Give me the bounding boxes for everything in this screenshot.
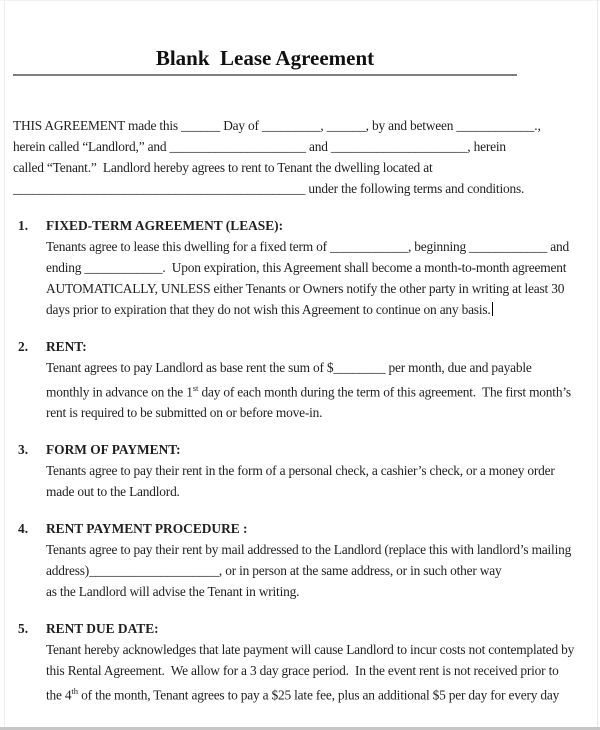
paragraph-line: Tenants agree to lease this dwelling for a fixed term of ____________, beginning ____________ and — [46, 239, 569, 254]
paragraph-line: address)____________________, or in person at the same address, or in such other way — [46, 563, 502, 579]
section-rent-payment-procedure — [13, 518, 587, 602]
paragraph-line: Tenant agrees to pay Landlord as base rent the sum of $________ per month, due and payable — [46, 360, 532, 375]
paragraph-line-text: the 4 — [46, 687, 72, 703]
paragraph-line — [46, 378, 587, 402]
paragraph-line: ending ____________. Upon expiration, this Agreement shall become a month-to-month agreement — [46, 260, 567, 275]
paragraph-line: Tenant hereby acknowledges that late payment will cause Landlord to incur costs not contemplated by — [46, 642, 575, 658]
document-page — [13, 0, 587, 706]
page-edge-right — [597, 0, 598, 727]
ordinal-superscript: st — [192, 383, 199, 393]
paragraph-line — [46, 299, 587, 320]
sections-list — [13, 215, 587, 706]
section-number: 2. — [18, 339, 29, 354]
paragraph-line-text: days prior to expiration that they do not wish this Agreement to continue on any basis. — [46, 302, 491, 317]
section-number: 4. — [18, 521, 29, 537]
section-form-of-payment — [13, 439, 587, 502]
section-heading: FORM OF PAYMENT: — [46, 442, 181, 458]
paragraph-line-text: of the month, Tenant agrees to pay a $25 late fee, plus an additional $5 per day for every day — [78, 687, 560, 703]
title-underline — [13, 74, 517, 76]
paragraph-line: this Rental Agreement. We allow for a 3 day grace period. In the event rent is not received prior to — [46, 663, 559, 679]
section-heading: RENT DUE DATE: — [46, 621, 159, 637]
section-heading: RENT: — [46, 339, 87, 354]
paragraph-line: made out to the Landlord. — [46, 484, 180, 500]
section-number: 1. — [18, 218, 29, 233]
section-heading: FIXED-TERM AGREEMENT (LEASE): — [46, 218, 284, 233]
paragraph-line: Tenants agree to pay their rent in the form of a personal check, a cashier’s check, or a money order — [46, 463, 555, 479]
ordinal-superscript: th — [71, 686, 79, 697]
page-edge-left — [4, 0, 5, 727]
paragraph-line: Tenants agree to pay their rent by mail addressed to the Landlord (replace this with landlord’s mailing — [46, 542, 572, 558]
section-fixed-term-agreement — [13, 215, 587, 320]
paragraph-line: rent is required to be submitted on or before move-in. — [46, 405, 323, 421]
section-heading: RENT PAYMENT PROCEDURE : — [46, 521, 248, 537]
paragraph-line: AUTOMATICALLY, UNLESS either Tenants or Owners notify the other party in writing at least 30 — [46, 281, 565, 296]
intro-line: THIS AGREEMENT made this ______ Day of _________, ______, by and between ____________., — [13, 118, 541, 133]
paragraph-line — [46, 681, 587, 705]
intro-line: _____________________________________________ under the following terms and conditions. — [13, 181, 525, 196]
intro-line: herein called “Landlord,” and _____________________ and _____________________, herein — [13, 139, 506, 154]
section-rent — [13, 336, 587, 423]
text-caret — [492, 302, 494, 316]
paragraph-line-text: monthly in advance on the 1 — [46, 384, 193, 400]
paragraph-line-text: day of each month during the term of this agreement. The first month’s — [198, 384, 571, 400]
section-rent-due-date — [13, 618, 587, 705]
section-number: 5. — [18, 621, 29, 637]
intro-line: called “Tenant.” Landlord hereby agrees to rent to Tenant the dwelling located at — [13, 160, 433, 175]
page-title: Blank Lease Agreement — [155, 46, 375, 70]
section-number: 3. — [18, 442, 29, 458]
paragraph-line: as the Landlord will advise the Tenant in writing. — [46, 584, 300, 600]
intro-paragraph — [13, 115, 587, 199]
